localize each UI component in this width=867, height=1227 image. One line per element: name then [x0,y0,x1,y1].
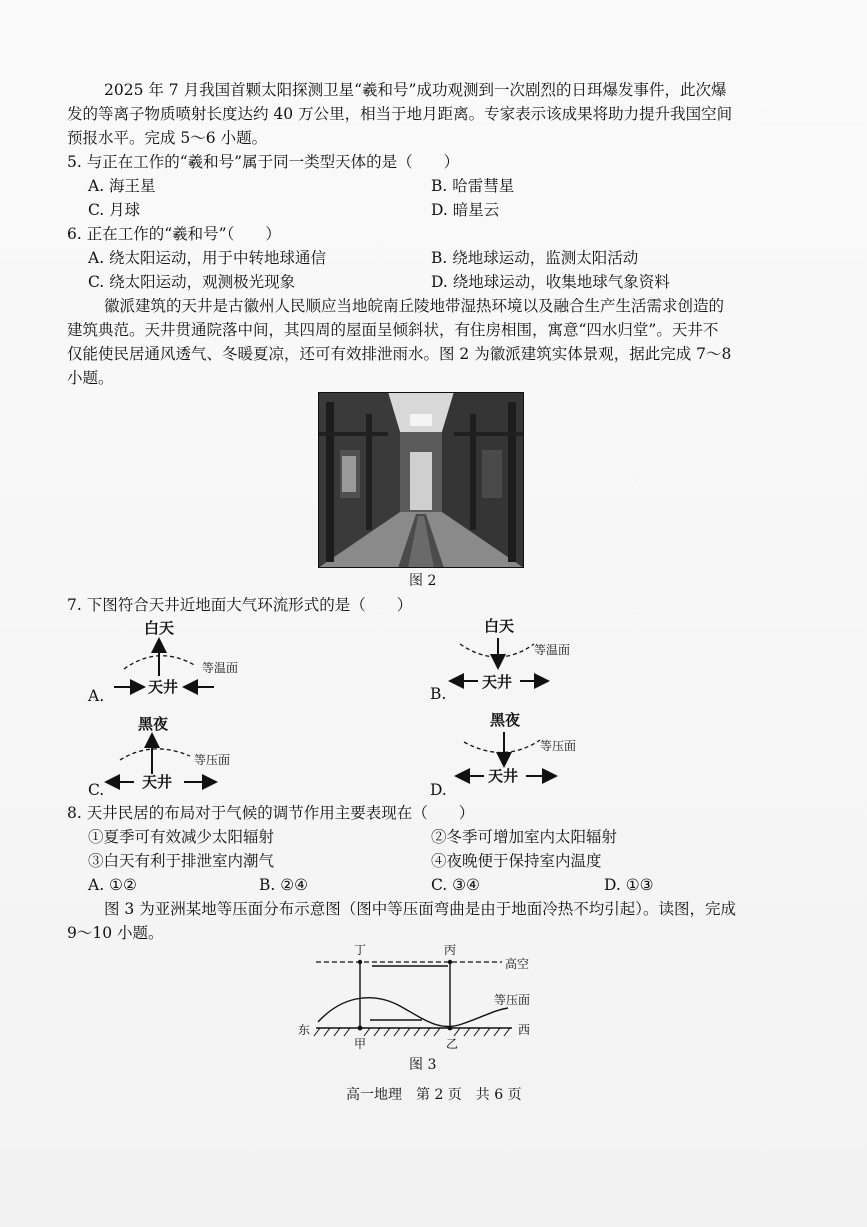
diagram-d-surface-label: 等压面 [540,739,577,753]
q8-option-c: C. ③④ [431,876,480,894]
q8-option-b: B. ②④ [259,876,309,894]
diagram-c [86,710,286,800]
diagram-a [86,614,286,704]
diagram-c-arrows [86,710,286,800]
q5-option-b: B. 哈雷彗星 [431,177,515,195]
diagram-b [430,614,630,704]
passage3-line1: 图 3 为亚洲某地等压面分布示意图（图中等压面弯曲是由于地面冷热不均引起）。读图，完成 [104,900,736,918]
q6-stem: 6. 正在工作的“羲和号”（ ） [67,225,281,243]
fig2-caption: 图 2 [409,573,437,589]
courtyard-photo [318,392,524,568]
q8-stem: 8. 天井民居的布局对于气候的调节作用主要表现在（ ） [67,804,475,822]
diagram-a-top-label: 白天 [144,619,175,637]
q8-item-3: ③白天有利于排泄室内潮气 [88,852,275,870]
isobar-label: 等压面 [494,993,531,1007]
q5-option-a: A. 海王星 [88,177,156,195]
q5-stem: 5. 与正在工作的“羲和号”属于同一类型天体的是（ ） [67,153,460,171]
diagram-c-top-label: 黑夜 [138,715,169,733]
passage1-line1: 2025 年 7 月我国首颗太阳探测卫星“羲和号”成功观测到一次剧烈的日珥爆发事件，此次爆 [104,81,727,99]
diagram-d [430,706,630,800]
q8-option-a: A. ①② [88,876,137,894]
q6-option-a: A. 绕太阳运动，用于中转地球通信 [88,249,327,267]
q8-item-1: ①夏季可有效减少太阳辐射 [88,828,275,846]
diagram-c-letter: C. [88,781,105,799]
point-jia-label: 甲 [354,1037,367,1051]
point-bing-label: 丙 [444,943,457,957]
q8-item-2: ②冬季可增加室内太阳辐射 [431,828,618,846]
diagram-d-bottom-label: 天井 [488,767,519,785]
q7-stem: 7. 下图符合天井近地面大气环流形式的是（ ） [67,596,413,614]
diagram-a-letter: A. [88,687,105,705]
passage2-line2: 建筑典范。天井贯通院落中间，其四周的屋面呈倾斜状，有住房相围，寓意“四水归堂”。天井不 [67,321,719,339]
passage1-line3: 预报水平。完成 5～6 小题。 [67,129,268,147]
diagram-a-surface-label: 等温面 [202,661,239,675]
diagram-b-top-label: 白天 [484,617,515,635]
q5-option-d: D. 暗星云 [431,201,500,219]
diagram-c-bottom-label: 天井 [142,773,173,791]
diagram-b-letter: B. [430,685,447,703]
diagram-a-arrows [86,614,286,704]
passage3-line2: 9～10 小题。 [67,924,164,942]
q6-option-d: D. 绕地球运动，收集地球气象资料 [431,273,670,291]
diagram-d-letter: D. [430,781,447,799]
passage2-line4: 小题。 [67,369,114,387]
west-label: 西 [518,1023,531,1037]
passage1-line2: 发的等离子物质喷射长度达约 40 万公里，相当于地月距离。专家表示该成果将助力提升我国空间 [67,105,733,123]
diagram-c-surface-label: 等压面 [194,753,231,767]
page-footer: 高一地理 第 2 页 共 6 页 [346,1087,522,1103]
point-ding-label: 丁 [354,943,367,957]
diagram-b-surface-label: 等温面 [534,643,571,657]
q8-item-4: ④夜晚便于保持室内温度 [431,852,602,870]
high-altitude-label: 高空 [505,957,530,971]
diagram-b-arrows [430,614,630,704]
diagram-b-bottom-label: 天井 [482,673,513,691]
diagram-d-arrows [430,706,630,800]
q8-option-d: D. ①③ [604,876,654,894]
q5-option-c: C. 月球 [88,201,141,219]
diagram-a-bottom-label: 天井 [148,678,179,696]
passage2-line3: 仅能使民居通风透气、冬暖夏凉，还可有效排泄雨水。图 2 为徽派建筑实体景观，据此完成 7～8 [67,345,732,363]
point-yi-label: 乙 [446,1037,459,1051]
q6-option-c: C. 绕太阳运动，观测极光现象 [88,273,296,291]
fig3-caption: 图 3 [409,1057,437,1073]
isobar-figure [290,940,560,1060]
passage2-line1: 徽派建筑的天井是古徽州人民顺应当地皖南丘陵地带湿热环境以及融合生产生活需求创造的 [104,297,725,315]
q6-option-b: B. 绕地球运动，监测太阳活动 [431,249,639,267]
diagram-d-top-label: 黑夜 [490,711,521,729]
east-label: 东 [298,1023,311,1037]
